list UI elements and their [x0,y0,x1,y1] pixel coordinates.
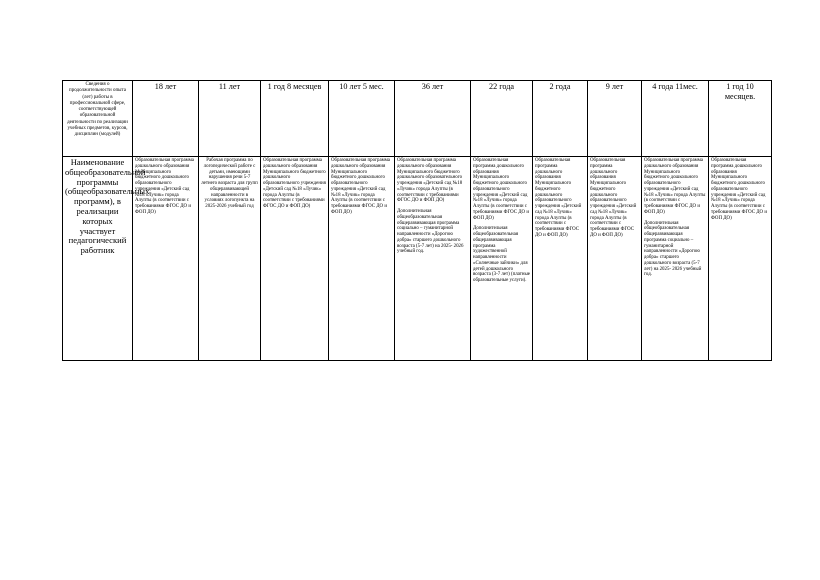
program-cell [533,157,588,361]
experience-value: 36 лет [421,82,444,91]
program-paragraph: Образовательная программа дошкольного образования Муниципального бюджетного дошкольного образовательного учреждения «Детский сад №18 «Лучик» города Алупты (в соответствии с требованиями ФГОС ДО и ФОП ДО) [535,158,582,238]
experience-value: 1 год 8 месяцев [267,82,322,91]
program-paragraph: Образовательная программа дошкольного образования Муниципального бюджетного дошкольного образовательного учреждения «Детский сад №18 «Лучик» города Алупты (в соответствии с требованиями ФГОС ДО и ФОП ДО) [331,158,390,215]
program-paragraph: Дополнительная общеобразовательная общеразвивающая программа социально – гуманитарной направленности «Дорогою добра» старшего дошкольного возраста (5-7 лет) на 2025- 2026 учебный год. [397,209,464,255]
experience-cell [133,81,199,157]
experience-value: 1 год 10 месяцев. [724,82,756,101]
program-paragraph: Образовательная программа дошкольного образования Муниципального бюджетного дошкольного образовательного учреждения «Детский сад №18 «Лучик» города Алупты (в соответствии с требованиями ФГОС ДО и ФОП ДО) [644,158,706,215]
program-paragraph: Образовательная программа дошкольного образования Муниципального бюджетного дошкольного образовательного учреждения «Детский сад №18 «Лучик» города Алупты (в соответствии с требованиями ФГОС ДО и ФОП ДО) [135,158,194,215]
experience-row [63,81,772,157]
program-cell [642,157,709,361]
experience-cell [471,81,533,157]
experience-cell [199,81,261,157]
experience-value: 11 лет [218,82,241,91]
experience-cell [709,81,772,157]
program-paragraph: Образовательная программа дошкольного образования Муниципального бюджетного дошкольного образовательного учреждения «Детский сад №18 «Лучик» города Алупты (в соответствии с требованиями ФГОС ДО и ФОП ДО) [473,158,529,221]
experience-cell [395,81,471,157]
program-paragraph: Образовательная программа дошкольного образования Муниципального бюджетного дошкольного образовательного учреждения «Детский сад №18 «Лучик» города Алупты (в соответствии с требованиями ФГОС ДО и ФОП ДО) [397,158,463,204]
program-row [63,157,772,361]
experience-label: Сведения о продолжительности опыта (лет) работы в профессиональной сфере, соответствующей образовательной деятельности по реализации учебных предметов, курсов, дисциплин (модулей) [67,82,128,138]
experience-cell [261,81,329,157]
program-label: Наименование общеобразовательной программы (общеобразовательных программ), в реализации которых участвует педагогический работник [65,157,150,256]
program-cell [199,157,261,361]
program-paragraph: Образовательная программа дошкольного образования Муниципального бюджетного дошкольного образовательного учреждения «Детский сад №18 «Лучик» города Алупты (в соответствии с требованиями ФГОС ДО и ФОП ДО) [263,158,326,209]
program-cell [395,157,471,361]
program-paragraph: Дополнительная общеобразовательная общеразвивающая программа художественной направленности «Солнечные зайчики» для детей дошкольного возраста (3-7 лет) (платные образовательные услуги). [473,226,530,283]
program-cell [329,157,395,361]
experience-value: 9 лет [605,82,624,91]
program-label-cell [63,157,150,361]
program-paragraph: Образовательная программа дошкольного образования Муниципального бюджетного дошкольного образовательного учреждения «Детский сад №18 «Лучик» города Алупты (в соответствии с требованиями ФГОС ДО и ФОП ДО) [711,158,767,221]
program-cell [471,157,533,361]
experience-label-cell [63,81,133,157]
staff-info-table [62,80,772,361]
experience-value: 18 лет [154,82,177,91]
experience-value: 22 года [488,82,515,91]
experience-cell [533,81,588,157]
program-paragraph: Дополнительная общеобразовательная общеразвивающая программа социально – гуманитарной направленности «Дорогою добра» старшего дошкольного возраста (5-7 лет) на 2025- 2026 учебный год. [644,220,702,278]
experience-value: 4 года 11мес. [652,82,698,91]
experience-cell [642,81,709,157]
experience-cell [588,81,642,157]
program-cell [588,157,642,361]
program-paragraph: Образовательная программа дошкольного образования Муниципального бюджетного дошкольного образовательного учреждения «Детский сад №18 «Лучик» города Алупты (в соответствии с требованиями ФГОС ДО и ФОП ДО) [590,158,637,238]
experience-value: 10 лет 5 мес. [339,82,384,91]
program-paragraph: Рабочая программа по логопедической работе с детьми, имеющими нарушения речи 5-7 летнего возраста для групп общеразвивающей направленности в условиях логопункта на 2025-2026 учебный год [201,158,258,209]
program-cell [709,157,772,361]
experience-cell [329,81,395,157]
program-cell [261,157,329,361]
experience-value: 2 года [549,82,571,91]
program-cell [133,157,199,361]
